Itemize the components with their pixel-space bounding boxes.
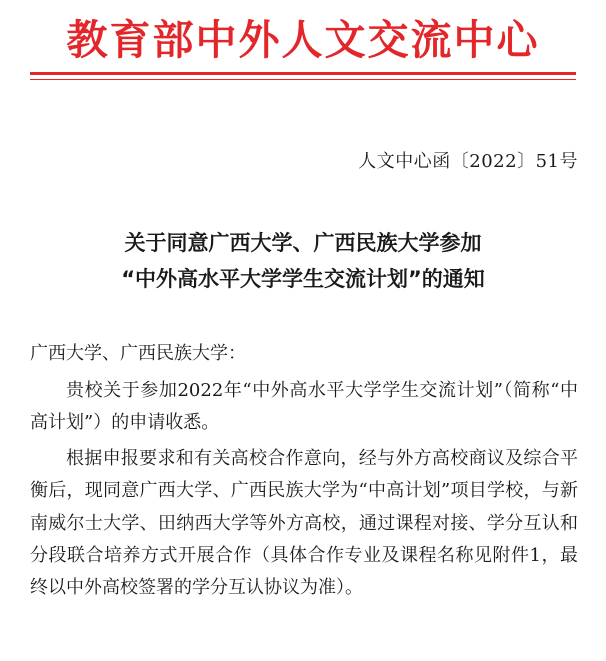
letterhead-title: 教育部中外人文交流中心 — [66, 16, 540, 64]
document-title-line-1: 关于同意广西大学、广西民族大学参加 — [124, 231, 482, 255]
salutation: 广西大学、广西民族大学： — [30, 343, 246, 364]
letterhead-rule-thin — [30, 79, 576, 80]
document-title-line-2: “中外高水平大学学生交流计划”的通知 — [121, 267, 485, 291]
document-number: 人文中心函〔2022〕51号 — [358, 151, 578, 172]
body-paragraph-1: 贵校关于参加2022年“中外高水平大学学生交流计划”（简称“中高计划”）的申请收悉。 — [30, 380, 578, 434]
letterhead-rule-thick — [30, 72, 576, 75]
body-paragraph-2: 根据申报要求和有关高校合作意向，经与外方高校商议及综合平衡后，现同意广西大学、广西民族大学为“中高计划”项目学校，与新南威尔士大学、田纳西大学等外方高校，通过课程对接、学分互认和分段联合培养方式开展合作（具体合作专业及课程名称见附件1，最终以中外高校签署的学分互认协议为准）。 — [30, 448, 578, 599]
